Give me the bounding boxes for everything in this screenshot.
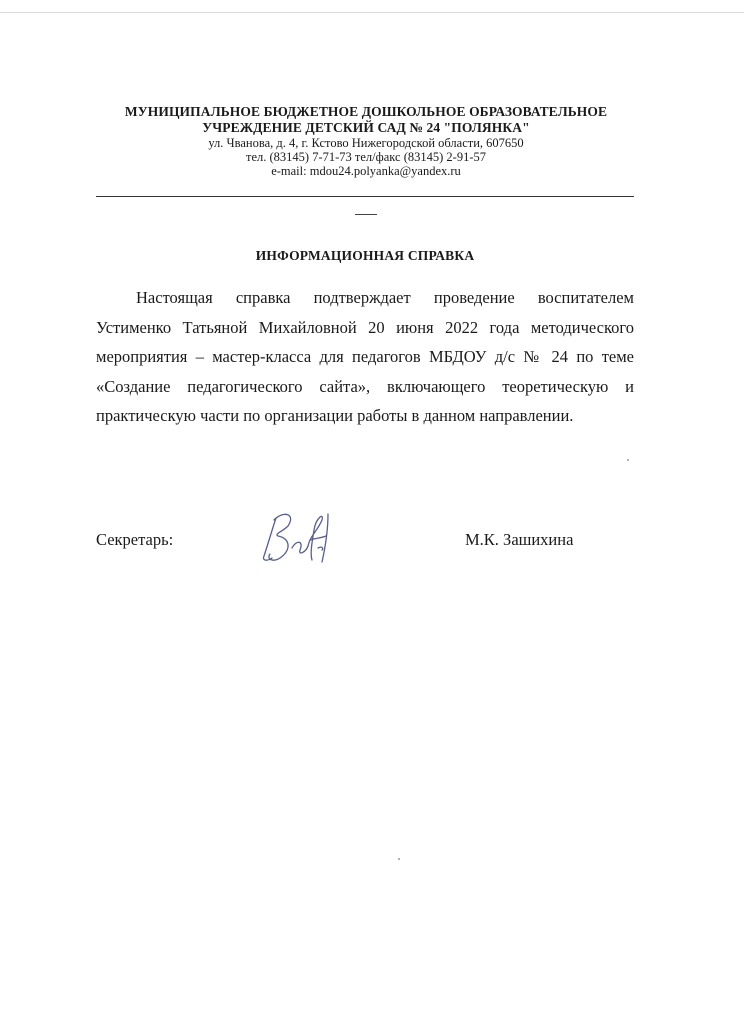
letterhead-divider: [96, 196, 634, 197]
scan-edge-line: [0, 12, 744, 13]
org-email: e-mail: mdou24.polyanka@yandex.ru: [271, 164, 461, 178]
scan-speck: [398, 858, 400, 860]
org-name-line-2: УЧРЕЖДЕНИЕ ДЕТСКИЙ САД № 24 "ПОЛЯНКА": [202, 120, 530, 135]
org-name-line-1: МУНИЦИПАЛЬНОЕ БЮДЖЕТНОЕ ДОШКОЛЬНОЕ ОБРАЗОВАТЕЛЬНОЕ: [124, 104, 608, 119]
document-title: ИНФОРМАЦИОННАЯ СПРАВКА: [255, 248, 475, 263]
registration-number-blank: [355, 214, 377, 215]
letterhead: [96, 104, 636, 178]
org-address: ул. Чванова, д. 4, г. Кстово Нижегородской области, 607650: [208, 136, 524, 150]
org-phone: тел. (83145) 7-71-73 тел/факс (83145) 2-91-57: [246, 150, 486, 164]
handwritten-signature: [252, 500, 352, 570]
signer-name: М.К. Зашихина: [465, 530, 574, 549]
signer-role-label: Секретарь:: [96, 530, 174, 549]
document-body: Настоящая справка подтверждает проведение воспитателем Устименко Татьяной Михайловной 20 июня 2022 года методического мероприятия – мастер-класса для педагогов МБДОУ д/с № 24 по теме «Создание педагогического сайта», включающего теоретическую и практическую части по организации работы в данном направлении.: [96, 288, 634, 426]
scan-speck: [627, 459, 629, 461]
